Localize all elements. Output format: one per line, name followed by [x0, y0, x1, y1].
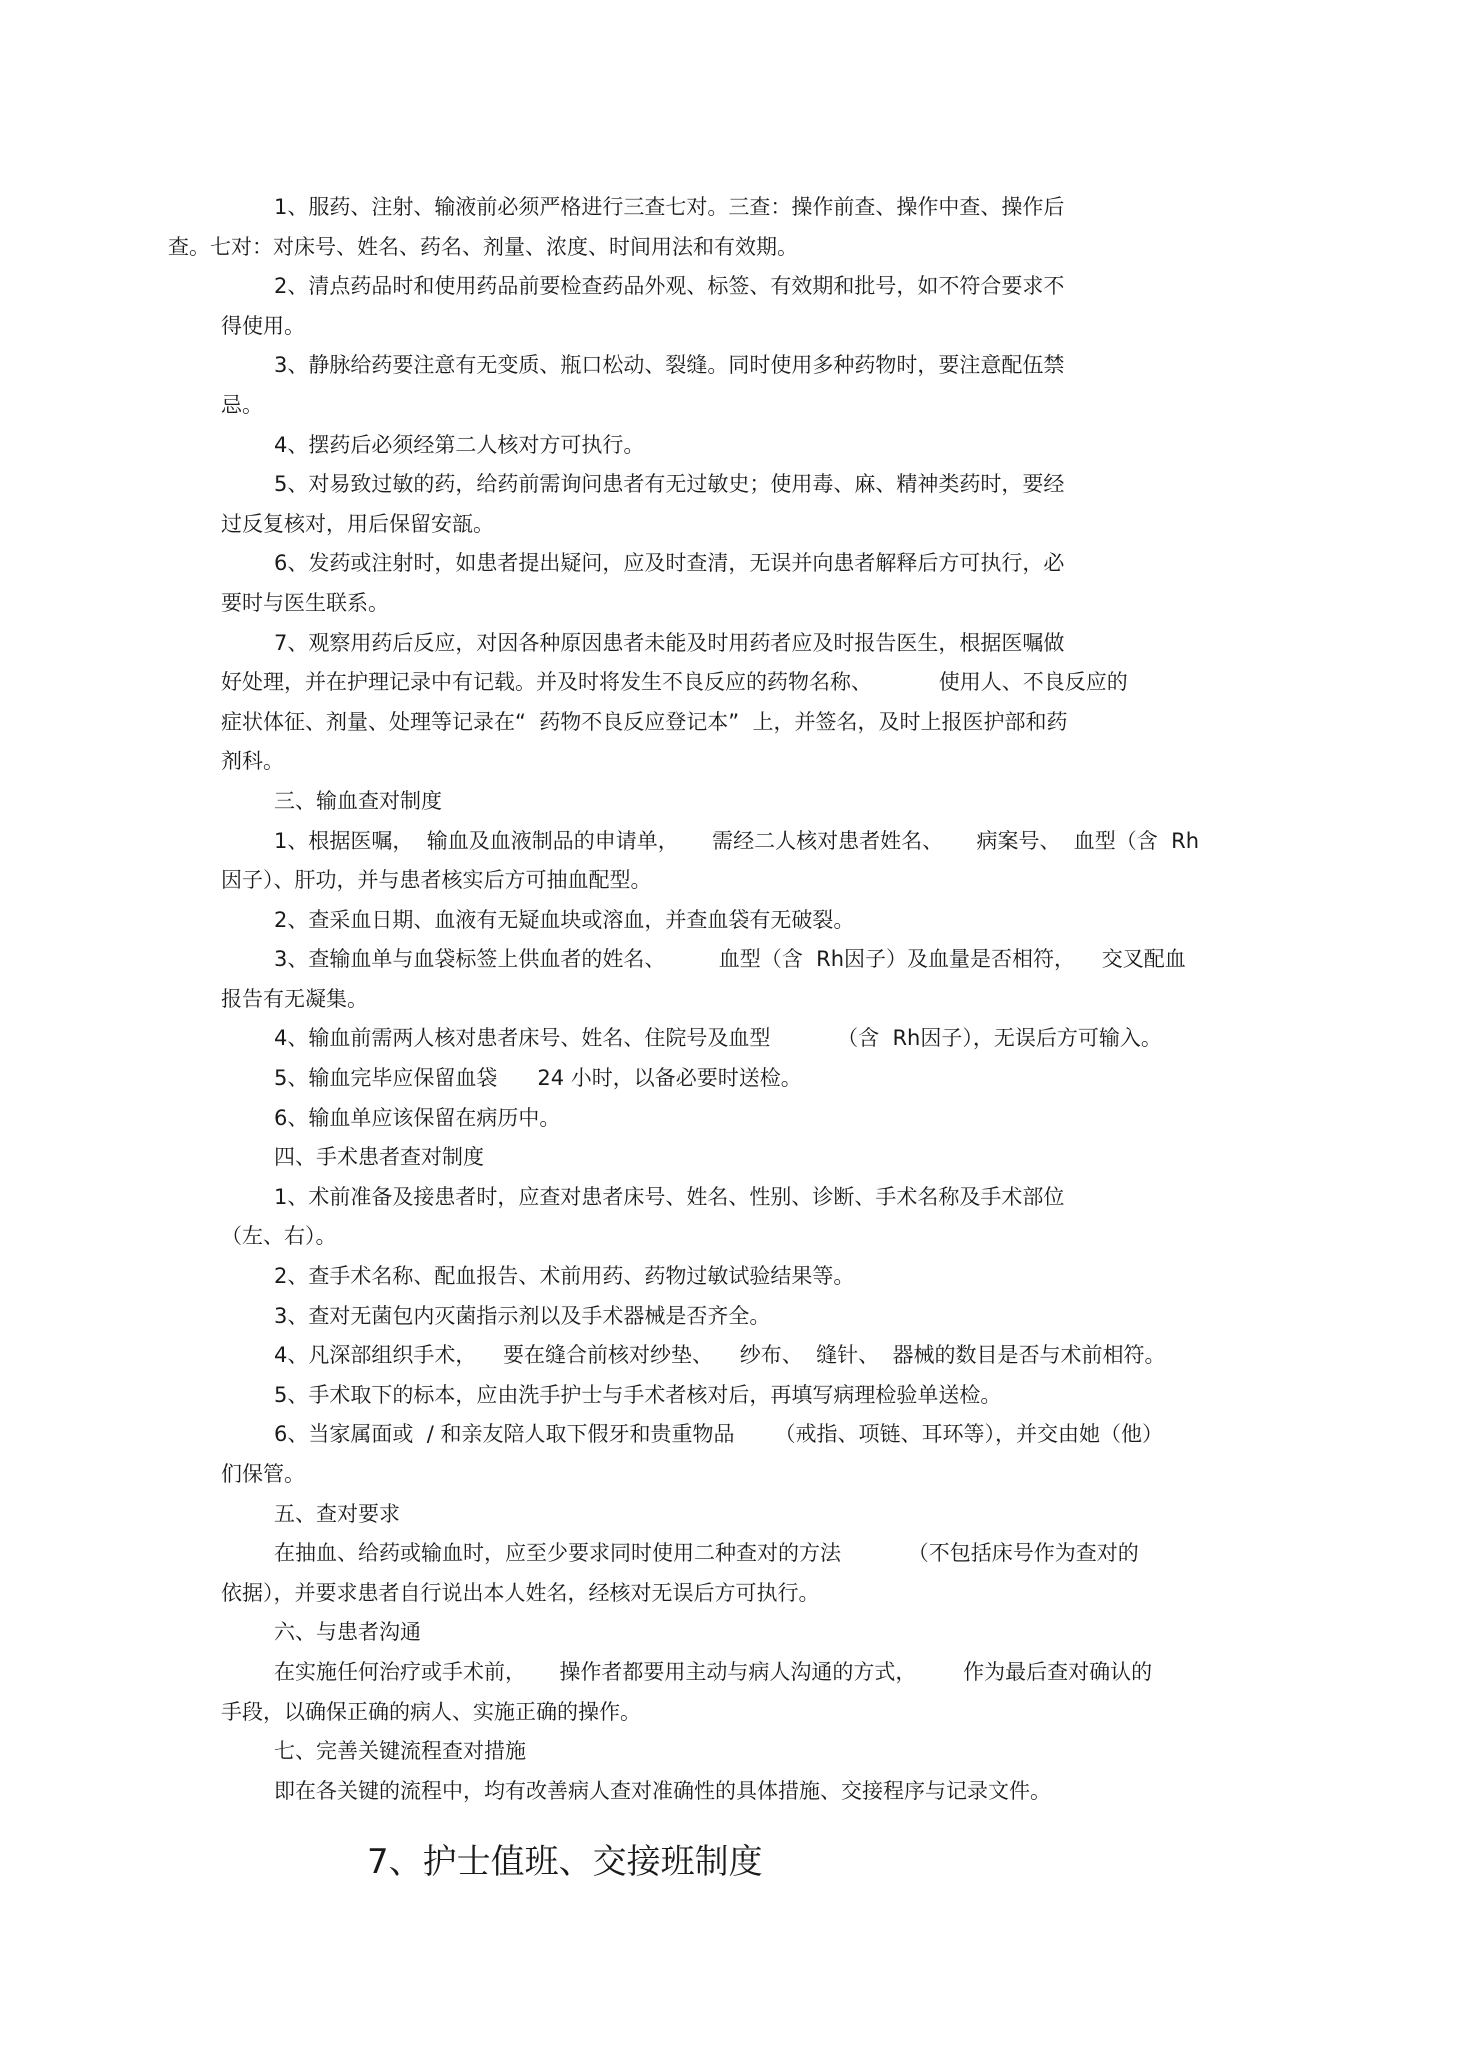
- text-line: 3、静脉给药要注意有无变质、瓶口松动、裂缝。同时使用多种药物时，要注意配伍禁: [274, 353, 1065, 378]
- blood-item-4: [221, 1019, 1261, 1059]
- text-line: 得使用。: [221, 313, 305, 338]
- drug-item-6: [221, 544, 1261, 623]
- surgery-item-3: [221, 1297, 1261, 1337]
- surgery-item-5: [221, 1376, 1261, 1416]
- surgery-item-2: [221, 1257, 1261, 1297]
- text-line: 6、发药或注射时，如患者提出疑问，应及时查清，无误并向患者解释后方可执行，必: [274, 551, 1065, 576]
- text-line: 7、观察用药后反应，对因各种原因患者未能及时用药者应及时报告医生，根据医嘱做: [274, 630, 1065, 655]
- text-line: 忌。: [221, 392, 263, 417]
- text-line: 4、输血前需两人核对患者床号、姓名、住院号及血型 （含 Rh因子），无误后方可输入。: [274, 1026, 1162, 1051]
- text-line: 报告有无凝集。: [221, 986, 368, 1011]
- text-line: 2、查手术名称、配血报告、术前用药、药物过敏试验结果等。: [274, 1264, 855, 1289]
- text-line: 即在各关键的流程中，均有改善病人查对准确性的具体措施、交接程序与记录文件。: [274, 1778, 1051, 1803]
- text-line: 5、输血完毕应保留血袋 24 小时，以备必要时送检。: [274, 1066, 802, 1091]
- text-line: 查。七对：对床号、姓名、药名、剂量、浓度、时间用法和有效期。: [168, 234, 798, 259]
- text-line: 在抽血、给药或输血时，应至少要求同时使用二种查对的方法 （不包括床号作为查对的: [274, 1541, 1139, 1566]
- drug-item-7: [221, 624, 1261, 782]
- drug-item-5: [221, 465, 1261, 544]
- blood-item-5: [221, 1059, 1261, 1099]
- text-line: 好处理，并在护理记录中有记载。并及时将发生不良反应的药物名称、 使用人、不良反应的: [221, 670, 1128, 695]
- blood-item-2: [221, 901, 1261, 941]
- drug-item-2: [221, 267, 1261, 346]
- document-body: [168, 188, 1261, 1811]
- blood-item-1: [221, 822, 1261, 901]
- text-line: 5、对易致过敏的药，给药前需询问患者有无过敏史；使用毒、麻、精神类药时，要经: [274, 472, 1065, 497]
- text-line: 手段，以确保正确的病人、实施正确的操作。: [221, 1699, 641, 1724]
- text-line: 6、当家属面或 / 和亲友陪人取下假牙和贵重物品 （戒指、项链、耳环等），并交由她（他）: [274, 1422, 1164, 1447]
- text-line: 过反复核对，用后保留安瓿。: [221, 511, 494, 536]
- text-line: 2、查采血日期、血液有无疑血块或溶血，并查血袋有无破裂。: [274, 907, 855, 932]
- section-heading-blood: 三、输血查对制度: [274, 788, 442, 813]
- communication-item-1: [221, 1653, 1261, 1732]
- text-line: 因子）、肝功，并与患者核实后方可抽血配型。: [221, 868, 652, 893]
- text-line: 4、摆药后必须经第二人核对方可执行。: [274, 432, 645, 457]
- surgery-item-1: [221, 1178, 1261, 1257]
- text-line: 2、清点药品时和使用药品前要检查药品外观、标签、有效期和批号，如不符合要求不: [274, 274, 1065, 299]
- process-item-1: [221, 1772, 1261, 1812]
- text-line: 3、查输血单与血袋标签上供血者的姓名、 血型（含 Rh因子）及血量是否相符， 交叉配血: [274, 947, 1186, 972]
- section-heading-process: 七、完善关键流程查对措施: [274, 1739, 526, 1764]
- drug-item-3: [221, 346, 1261, 425]
- text-line: 6、输血单应该保留在病历中。: [274, 1105, 561, 1130]
- drug-item-1: [168, 188, 1261, 267]
- text-line: （左、右）。: [221, 1224, 337, 1249]
- surgery-item-4: [221, 1336, 1261, 1376]
- drug-item-4: [221, 426, 1261, 466]
- requirements-item-1: [221, 1534, 1261, 1613]
- surgery-item-6: [221, 1415, 1261, 1494]
- text-line: 症状体征、剂量、处理等记录在“ 药物不良反应登记本” 上，并签名，及时上报医护部和药: [221, 709, 1068, 734]
- section-heading-surgery: 四、手术患者查对制度: [274, 1145, 484, 1170]
- chapter-title: 7、护士值班、交接班制度: [367, 1842, 763, 1882]
- text-line: 3、查对无菌包内灭菌指示剂以及手术器械是否齐全。: [274, 1303, 771, 1328]
- text-line: 剂科。: [221, 749, 284, 774]
- section-heading-requirements: 五、查对要求: [274, 1501, 400, 1526]
- text-line: 依据），并要求患者自行说出本人姓名，经核对无误后方可执行。: [221, 1580, 820, 1605]
- section-heading-communication: 六、与患者沟通: [274, 1620, 421, 1645]
- text-line: 在实施任何治疗或手术前， 操作者都要用主动与病人沟通的方式， 作为最后查对确认的: [274, 1659, 1153, 1684]
- blood-item-6: [221, 1099, 1261, 1139]
- text-line: 1、服药、注射、输液前必须严格进行三查七对。三查：操作前查、操作中查、操作后: [274, 195, 1065, 219]
- text-line: 4、凡深部组织手术， 要在缝合前核对纱垫、 纱布、 缝针、 器械的数目是否与术前相符。: [274, 1343, 1166, 1368]
- text-line: 1、根据医嘱， 输血及血液制品的申请单， 需经二人核对患者姓名、 病案号、 血型（含 Rh: [274, 828, 1200, 853]
- text-line: 要时与医生联系。: [221, 590, 389, 615]
- text-line: 们保管。: [221, 1462, 305, 1486]
- blood-item-3: [221, 940, 1261, 1019]
- text-line: 5、手术取下的标本，应由洗手护士与手术者核对后，再填写病理检验单送检。: [274, 1382, 1002, 1407]
- text-line: 1、术前准备及接患者时，应查对患者床号、姓名、性别、诊断、手术名称及手术部位: [274, 1184, 1065, 1209]
